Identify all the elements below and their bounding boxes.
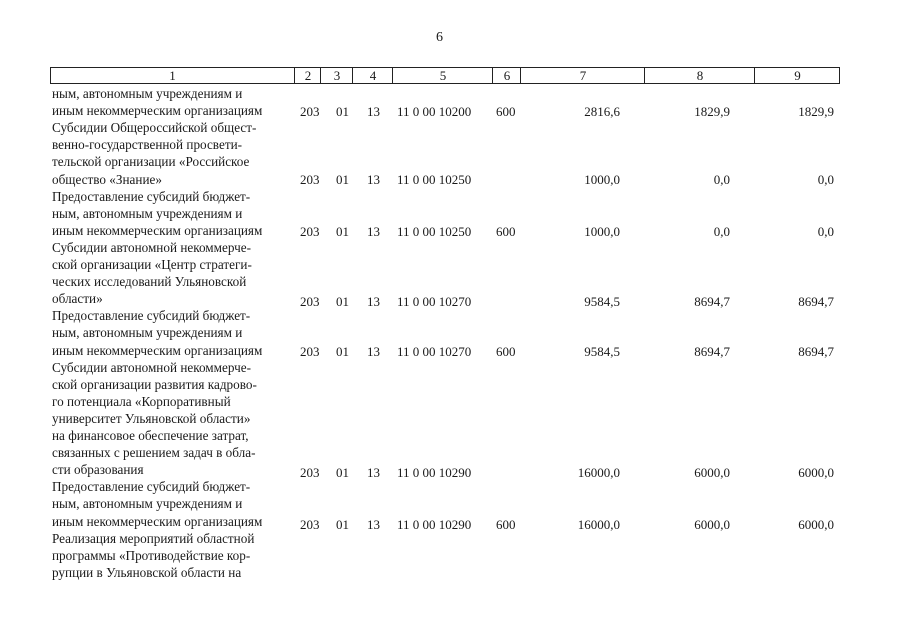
table-cell-c7: 16000,0: [577, 465, 620, 480]
description-line: связанных с решением задач в обла-: [52, 445, 256, 461]
header-col-3: 3: [320, 68, 353, 83]
table-cell-c6: 600: [496, 224, 516, 239]
table-cell-c9: 6000,0: [798, 465, 834, 480]
description-line: Предоставление субсидий бюджет-: [52, 479, 251, 495]
table-cell-c4: 13: [367, 224, 380, 239]
page-number: 6: [436, 30, 443, 45]
header-col-4: 4: [352, 68, 393, 83]
table-cell-c4: 13: [367, 344, 380, 359]
description-line: ным, автономным учреждениям и: [52, 496, 243, 512]
description-line: иным некоммерческим организациям: [52, 222, 263, 238]
header-col-9: 9: [754, 68, 840, 83]
description-line: иным некоммерческим организациям: [52, 342, 263, 358]
table-header: [50, 67, 840, 84]
table-cell-c9: 8694,7: [798, 344, 834, 359]
table-cell-c7: 9584,5: [584, 344, 620, 359]
table-cell-c9: 6000,0: [798, 517, 834, 532]
table-cell-c2: 203: [300, 172, 320, 187]
table-cell-c2: 203: [300, 294, 320, 309]
description-line: Предоставление субсидий бюджет-: [52, 188, 251, 204]
description-line: иным некоммерческим организациям: [52, 103, 263, 119]
table-cell-c5: 11 0 00 10200: [397, 104, 472, 119]
description-line: венно-государственной просвети-: [52, 137, 243, 153]
table-cell-c5: 11 0 00 10270: [397, 294, 472, 309]
table-cell-c3: 01: [336, 224, 349, 239]
table-cell-c3: 01: [336, 104, 349, 119]
table-cell-c5: 11 0 00 10290: [397, 517, 472, 532]
table-cell-c3: 01: [336, 344, 349, 359]
table-cell-c7: 9584,5: [584, 294, 620, 309]
description-line: Субсидии автономной некоммерче-: [52, 359, 251, 375]
description-line: Субсидии Общероссийской общест-: [52, 120, 257, 136]
table-cell-c2: 203: [300, 517, 320, 532]
header-col-5: 5: [392, 68, 493, 83]
description-line: Реализация мероприятий областной: [52, 530, 255, 546]
table-cell-c7: 1000,0: [584, 172, 620, 187]
description-line: сти образования: [52, 462, 144, 478]
description-line: ным, автономным учреждениям и: [52, 325, 243, 341]
description-line: университет Ульяновской области»: [52, 410, 251, 426]
table-cell-c5: 11 0 00 10250: [397, 172, 472, 187]
table-cell-c6: 600: [496, 104, 516, 119]
table-cell-c8: 8694,7: [694, 344, 730, 359]
header-col-8: 8: [644, 68, 755, 83]
table-cell-c9: 0,0: [817, 172, 834, 187]
description-line: области»: [52, 291, 103, 307]
description-line: Субсидии автономной некоммерче-: [52, 239, 251, 255]
table-cell-c8: 0,0: [713, 172, 730, 187]
table-cell-c5: 11 0 00 10270: [397, 344, 472, 359]
table-cell-c5: 11 0 00 10290: [397, 465, 472, 480]
header-col-6: 6: [492, 68, 521, 83]
table-cell-c7: 2816,6: [584, 104, 620, 119]
table-cell-c2: 203: [300, 344, 320, 359]
description-line: го потенциала «Корпоративный: [52, 393, 231, 409]
table-cell-c5: 11 0 00 10250: [397, 224, 472, 239]
table-cell-c8: 8694,7: [694, 294, 730, 309]
description-line: ным, автономным учреждениям и: [52, 86, 243, 101]
description-line: Предоставление субсидий бюджет-: [52, 308, 251, 324]
table-cell-c6: 600: [496, 344, 516, 359]
description-line: ской организации развития кадрово-: [52, 376, 257, 392]
description-line: ской организации «Центр стратеги-: [52, 257, 252, 272]
table-cell-c8: 6000,0: [694, 517, 730, 532]
table-cell-c9: 8694,7: [798, 294, 834, 309]
table-cell-c4: 13: [367, 517, 380, 532]
table-cell-c6: 600: [496, 517, 516, 532]
table-cell-c2: 203: [300, 224, 320, 239]
description-line: общество «Знание»: [52, 171, 162, 187]
table-cell-c3: 01: [336, 172, 349, 187]
description-line: ческих исследований Ульяновской: [52, 274, 247, 290]
table-cell-c3: 01: [336, 517, 349, 532]
table-cell-c8: 6000,0: [694, 465, 730, 480]
table-cell-c7: 16000,0: [577, 517, 620, 532]
table-cell-c4: 13: [367, 172, 380, 187]
table-cell-c7: 1000,0: [584, 224, 620, 239]
table-cell-c9: 1829,9: [798, 104, 834, 119]
description-line: программы «Противодействие кор-: [52, 547, 251, 563]
description-line: на финансовое обеспечение затрат,: [52, 428, 249, 443]
table-cell-c2: 203: [300, 465, 320, 480]
description-line: иным некоммерческим организациям: [52, 513, 263, 529]
table-cell-c3: 01: [336, 465, 349, 480]
header-col-1: 1: [169, 68, 176, 83]
description-line: тельской организации «Российское: [52, 154, 250, 170]
table-cell-c4: 13: [367, 104, 380, 119]
table-cell-c4: 13: [367, 465, 380, 480]
table-cell-c3: 01: [336, 294, 349, 309]
header-col-7: 7: [520, 68, 645, 83]
table-cell-c4: 13: [367, 294, 380, 309]
description-line: ным, автономным учреждениям и: [52, 205, 243, 221]
table-cell-c8: 1829,9: [694, 104, 730, 119]
table-cell-c9: 0,0: [817, 224, 834, 239]
table-cell-c2: 203: [300, 104, 320, 119]
header-col-2: 2: [294, 68, 321, 83]
table-cell-c8: 0,0: [713, 224, 730, 239]
description-line: рупции в Ульяновской области на: [52, 564, 242, 580]
